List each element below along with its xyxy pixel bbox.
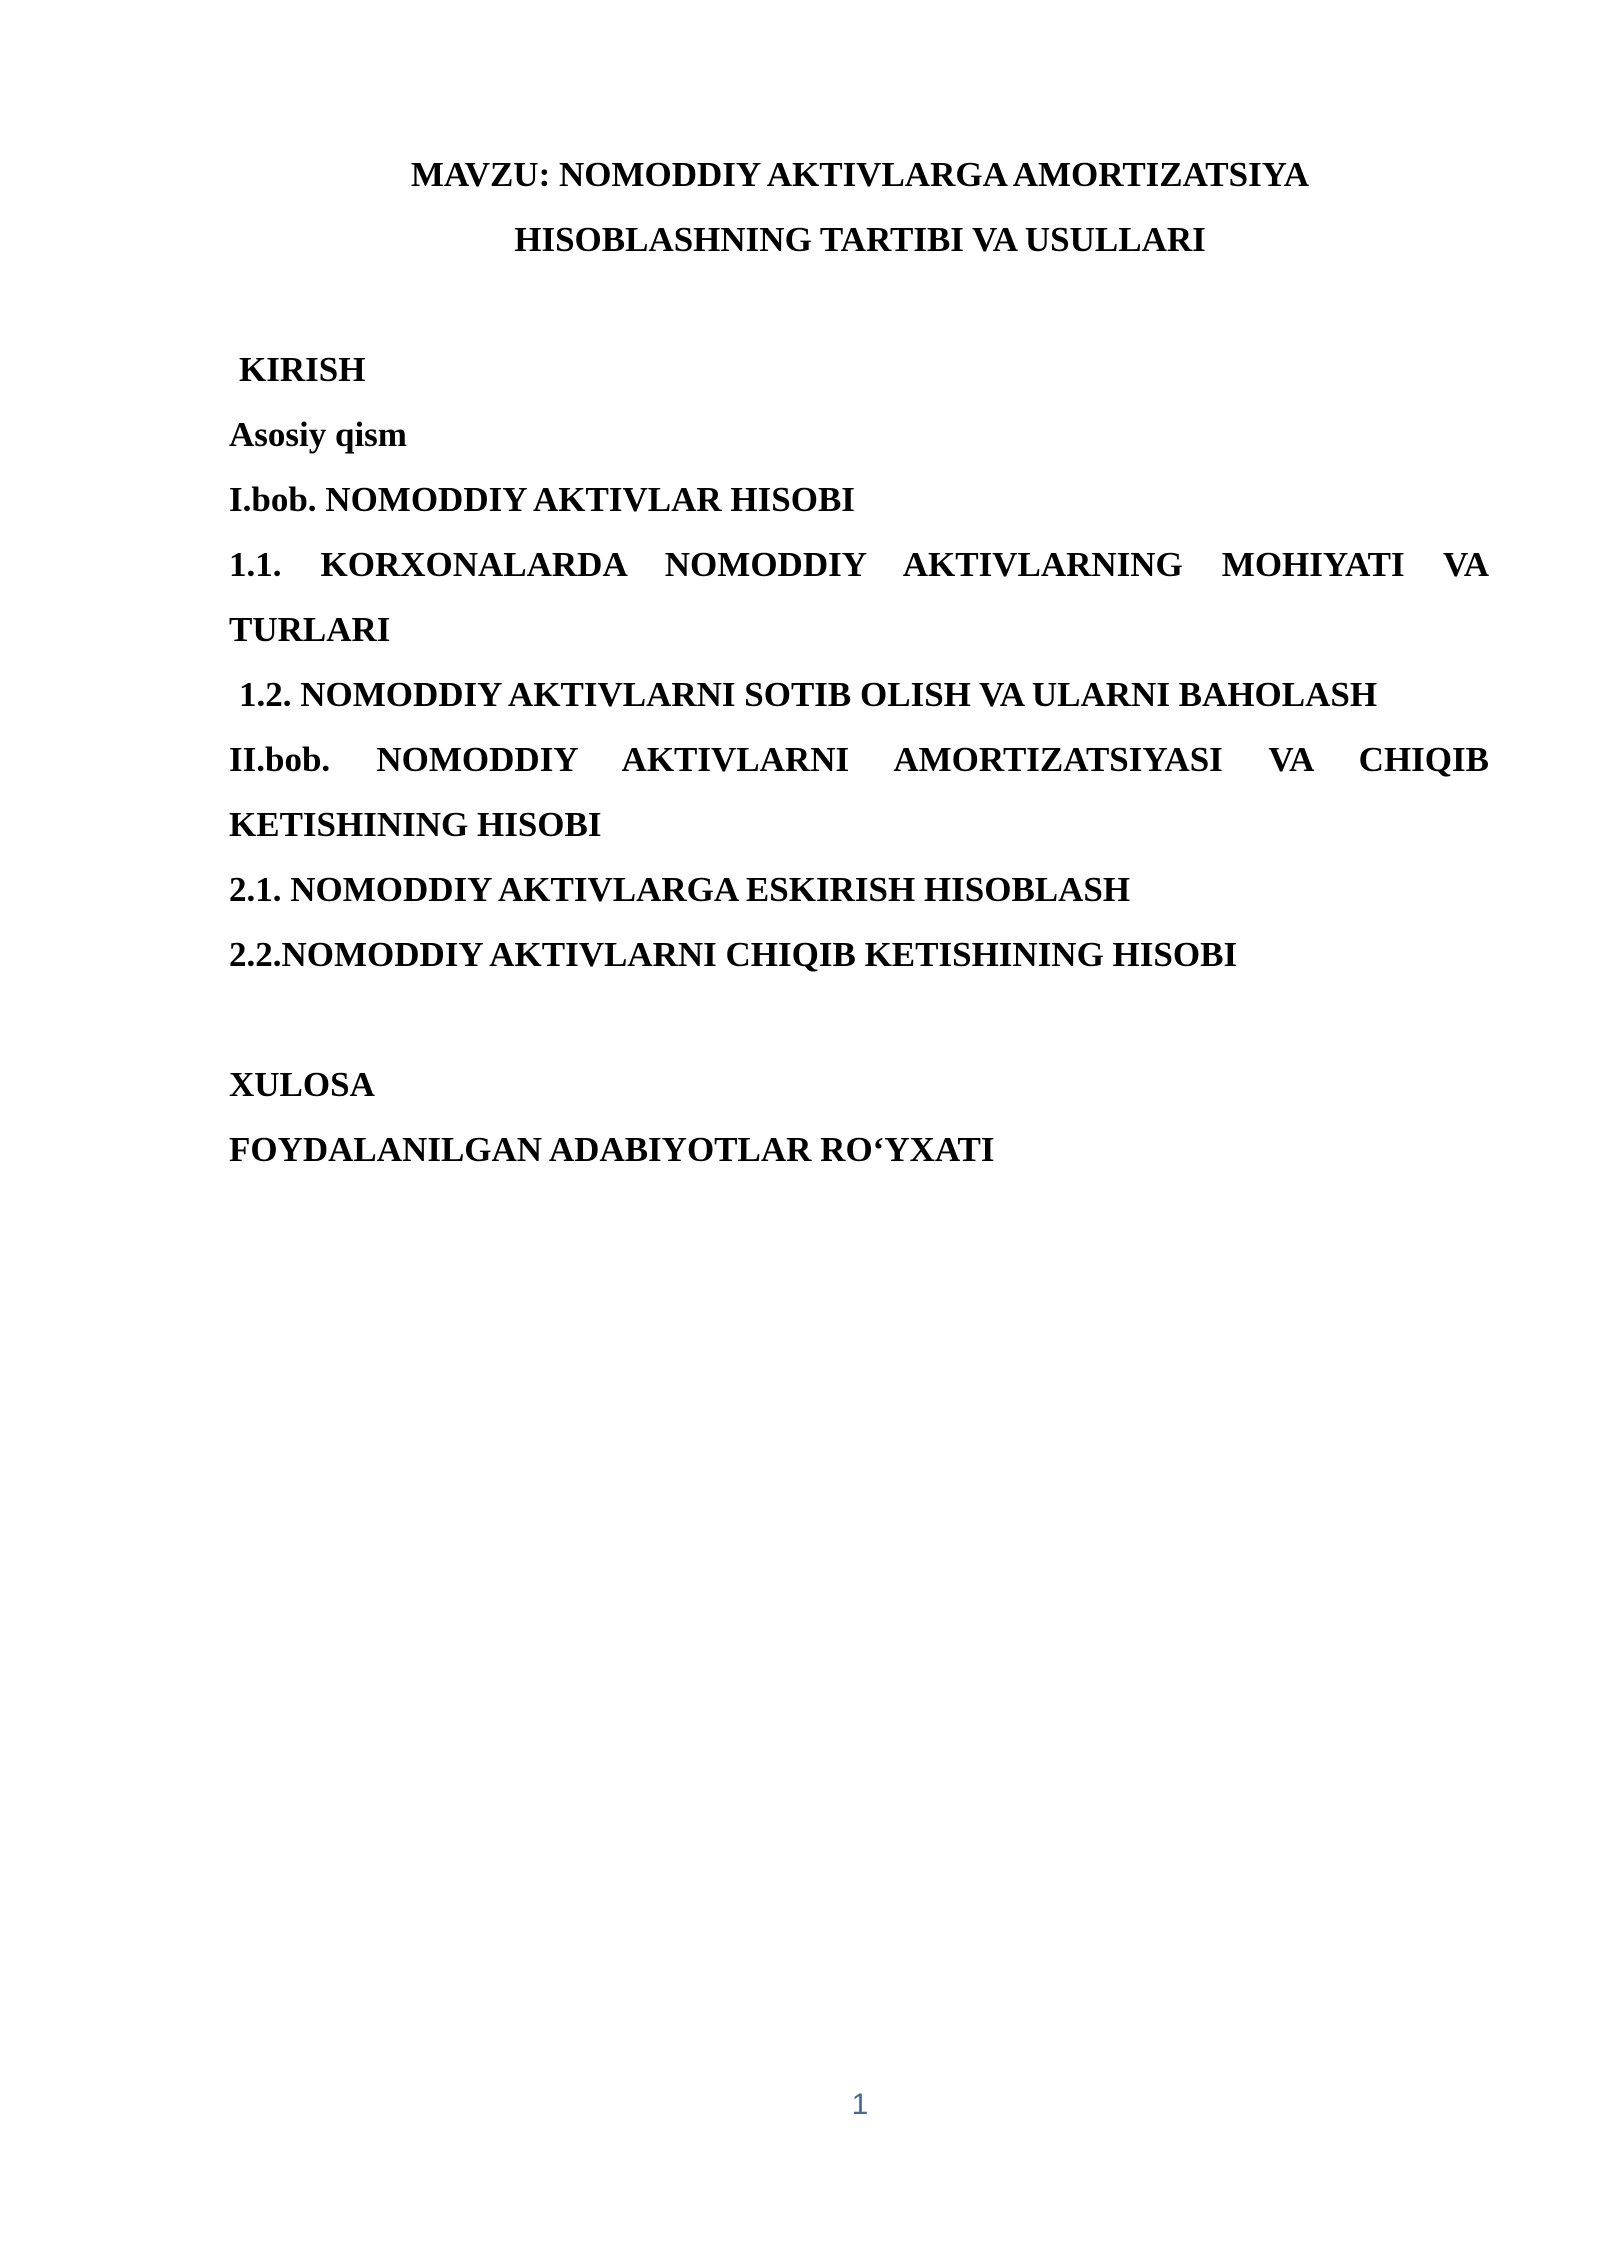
title-line-2: HISOBLASHNING TARTIBI VA USULLARI [514,220,1206,259]
toc-intro: KIRISH [239,350,366,389]
toc-section-1-1-line-1: 1.1. KORXONALARDA NOMODDIY AKTIVLARNING MOHIYATI VA [229,545,1489,584]
toc-section-2-1: 2.1. NOMODDIY AKTIVLARGA ESKIRISH HISOBLASH [229,870,1131,909]
toc-chapter-2-line-2: KETISHINING HISOBI [229,805,602,844]
toc-section-1-1-line-2: TURLARI [229,610,391,649]
toc-chapter-2-line-1: II.bob. NOMODDIY AKTIVLARNI AMORTIZATSIYASI VA CHIQIB [229,740,1489,779]
toc-section-1-2: 1.2. NOMODDIY AKTIVLARNI SOTIB OLISH VA ULARNI BAHOLASH [239,675,1378,714]
title-line-1: MAVZU: NOMODDIY AKTIVLARGA AMORTIZATSIYA [410,155,1310,194]
toc-conclusion: XULOSA [229,1065,375,1104]
toc-references: FOYDALANILGAN ADABIYOTLAR RO‘YXATI [229,1130,995,1169]
page-number: 1 [851,2088,869,2121]
toc-main-part: Asosiy qism [229,415,407,454]
toc-section-2-2: 2.2.NOMODDIY AKTIVLARNI CHIQIB KETISHINING HISOBI [229,935,1238,974]
toc-chapter-1: I.bob. NOMODDIY AKTIVLAR HISOBI [229,480,855,519]
